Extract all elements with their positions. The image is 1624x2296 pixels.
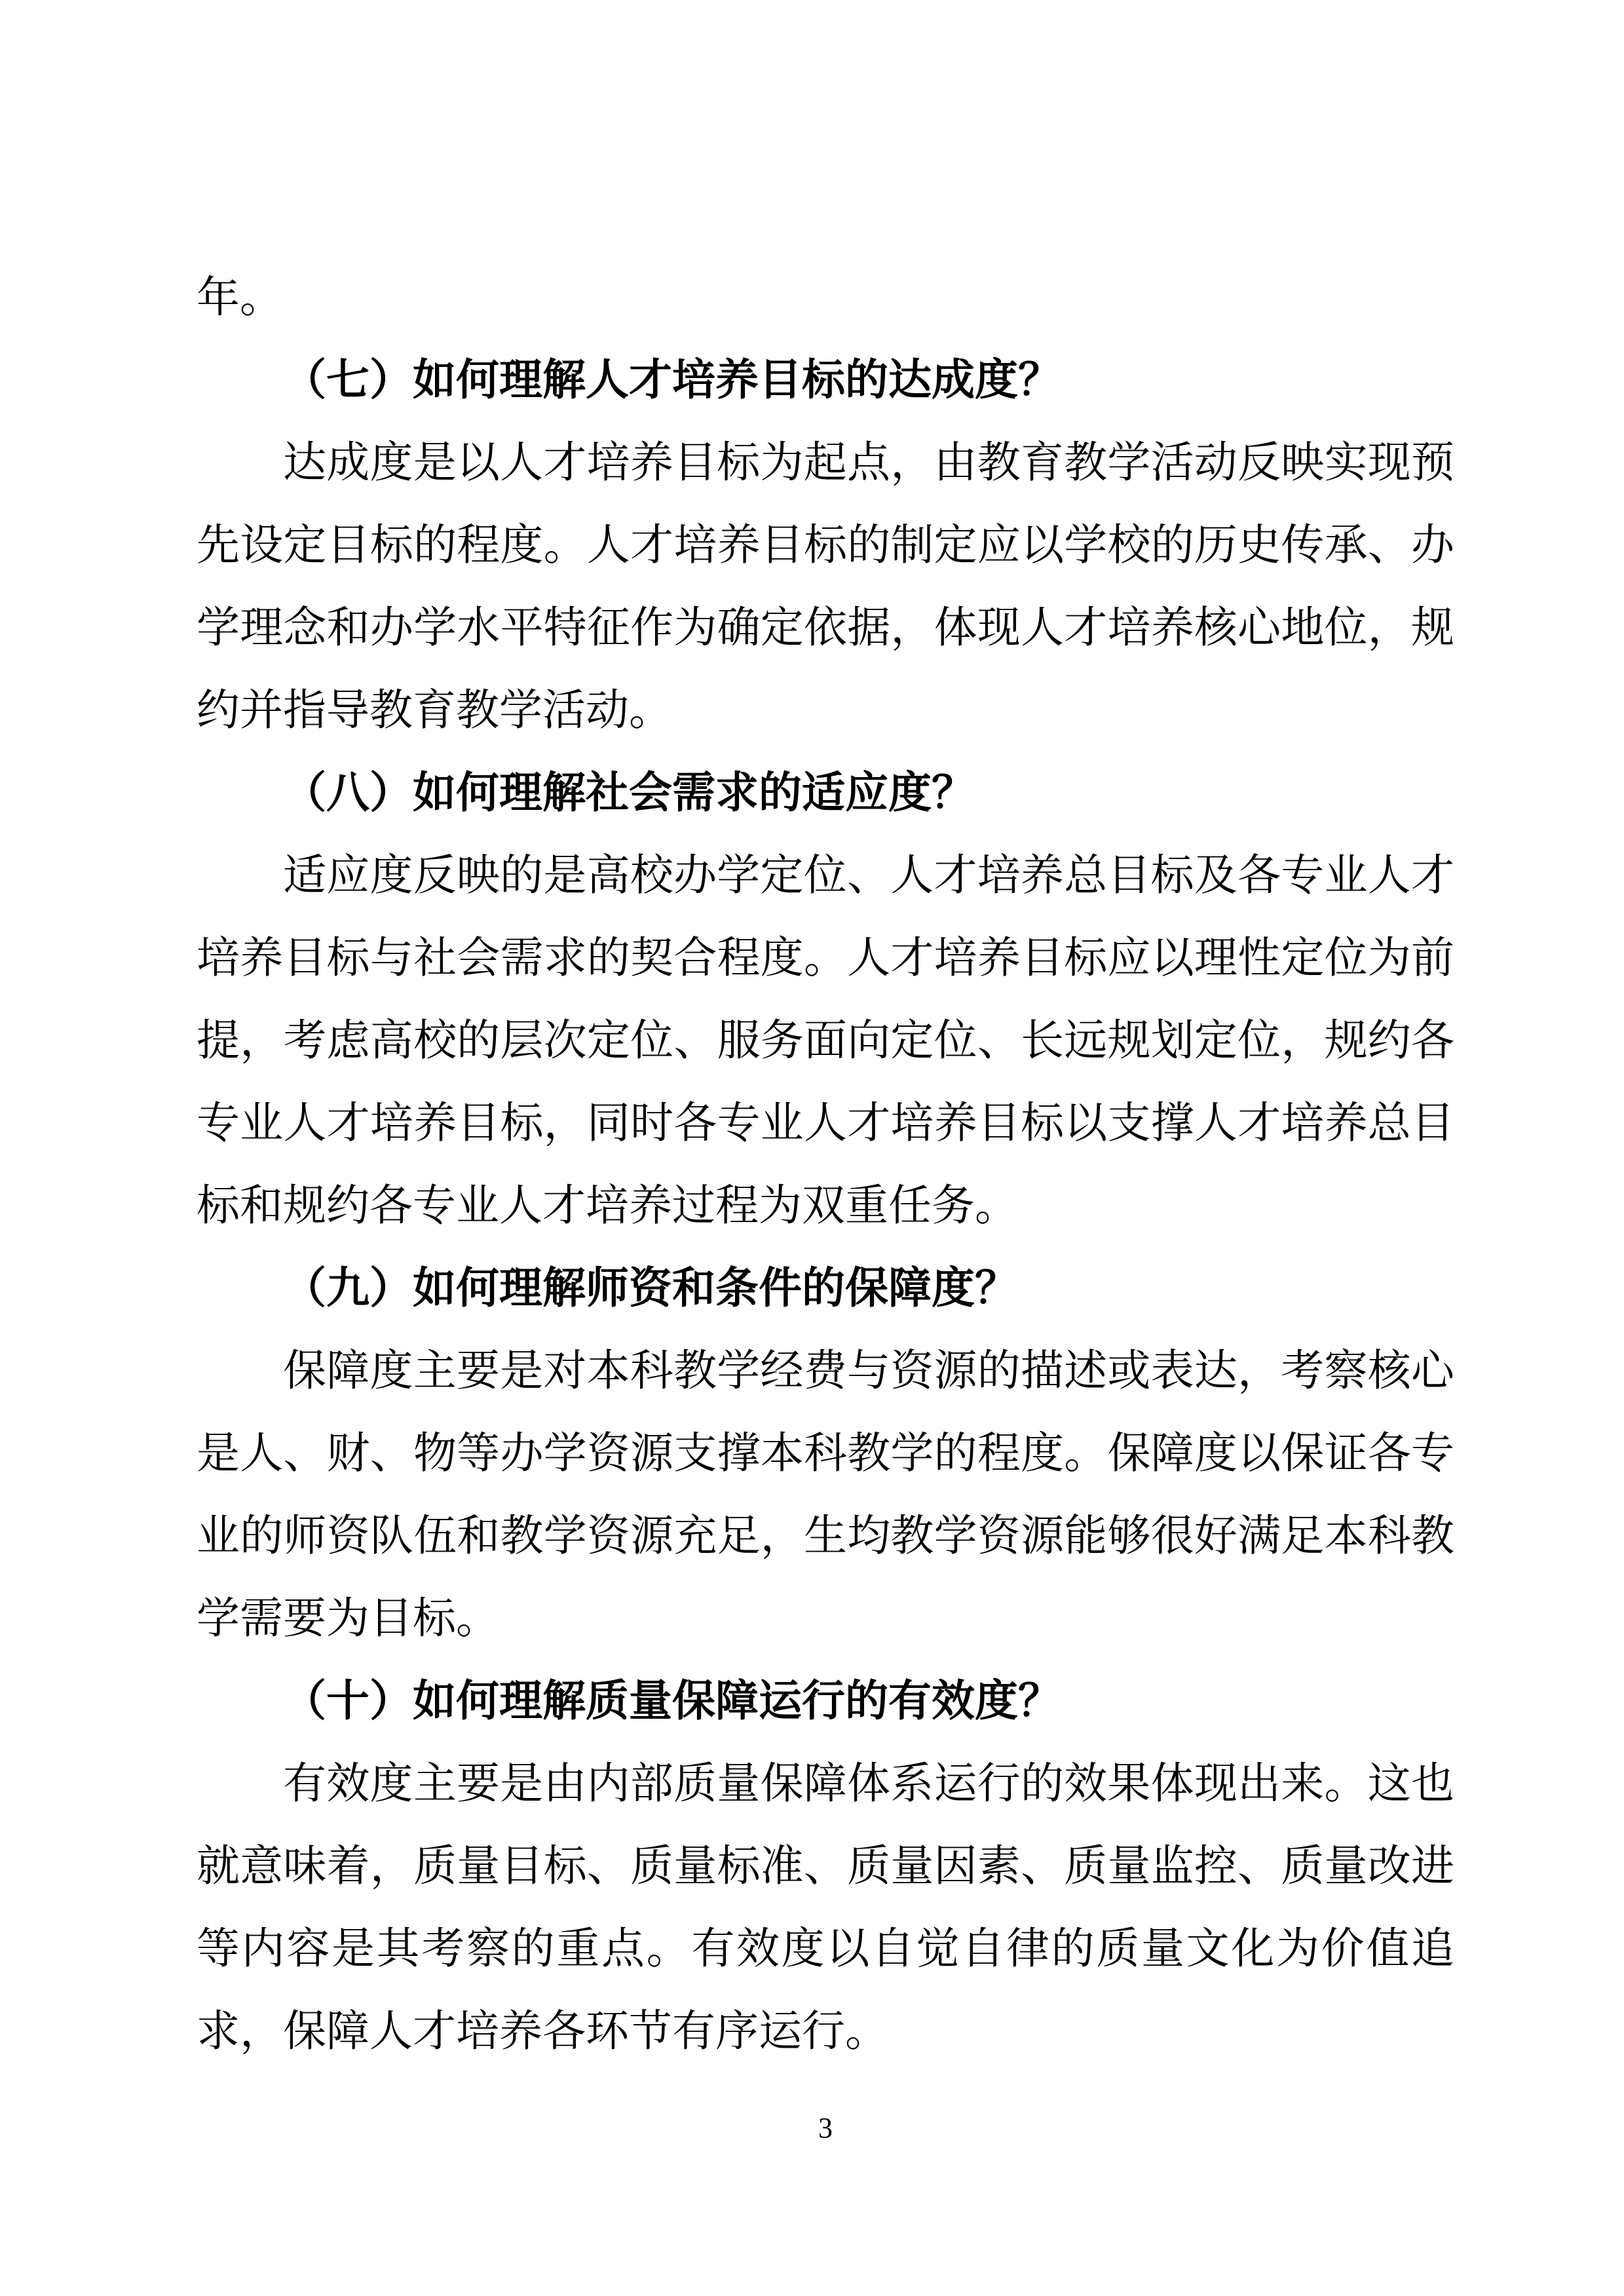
document-text-block	[197, 257, 1454, 2073]
section-8-heading: （八）如何理解社会需求的适应度？	[283, 769, 975, 817]
section-9-heading: （九）如何理解师资和条件的保障度？	[283, 1265, 1018, 1312]
paragraph-continuation: 年。	[197, 274, 283, 322]
section-10-heading: （十）如何理解质量保障运行的有效度？	[283, 1677, 1061, 1725]
section-9-paragraph: 保障度主要是对本科教学经费与资源的描述或表达，考察核心是人、财、物等办学资源支撑本科教学的程度。保障度以保证各专业的师资队伍和教学资源充足，生均教学资源能够很好满足本科教学需要为目标。	[197, 1347, 1454, 1643]
section-10-paragraph: 有效度主要是由内部质量保障体系运行的效果体现出来。这也就意味着，质量目标、质量标准、质量因素、质量监控、质量改进等内容是其考察的重点。有效度以自觉自律的质量文化为价值追求，保障人才培养各环节有序运行。	[197, 1760, 1454, 2056]
page-number: 3	[818, 2112, 833, 2144]
section-8-paragraph: 适应度反映的是高校办学定位、人才培养总目标及各专业人才培养目标与社会需求的契合程度。人才培养目标应以理性定位为前提，考虑高校的层次定位、服务面向定位、长远规划定位，规约各专业人才培养目标，同时各专业人才培养目标以支撑人才培养总目标和规约各专业人才培养过程为双重任务。	[197, 852, 1454, 1230]
section-7-paragraph: 达成度是以人才培养目标为起点，由教育教学活动反映实现预先设定目标的程度。人才培养目标的制定应以学校的历史传承、办学理念和办学水平特征作为确定依据，体现人才培养核心地位，规约并指导教育教学活动。	[197, 439, 1454, 735]
section-7-heading: （七）如何理解人才培养目标的达成度？	[283, 356, 1061, 404]
